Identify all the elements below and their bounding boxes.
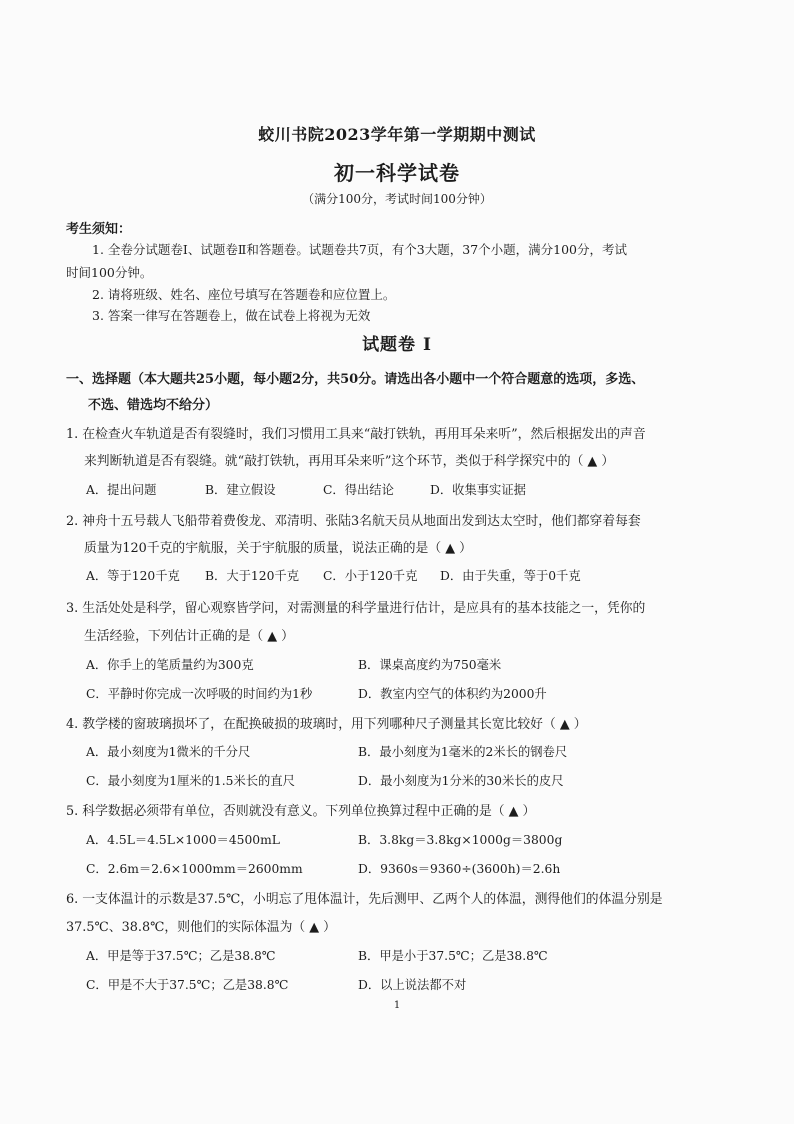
option: D．教室内空气的体积约为2000升 [358,687,547,701]
option: A．甲是等于37.5℃；乙是38.8℃ [86,949,276,963]
option: A．你手上的笔质量约为300克 [86,658,254,672]
question-text: 4. 教学楼的窗玻璃损坏了，在配换破损的玻璃时，用下列哪种尺子测量其长宽比较好（ ▲ ） [66,717,587,732]
question-text: 6. 一支体温计的示数是37.5℃，小明忘了甩体温计，先后测甲、乙两个人的体温，测得他们的体温分别是 [66,892,663,907]
option: B．建立假设 [205,483,276,497]
question-text: 5. 科学数据必须带有单位，否则就没有意义。下列单位换算过程中正确的是（ ▲ ） [66,804,536,819]
option: B．3.8kg＝3.8kg×1000g＝3800g [358,833,563,847]
page-number: 1 [393,1000,401,1011]
option: C．最小刻度为1厘米的1.5米长的直尺 [86,774,295,788]
section-title: 试题卷 Ⅰ [362,335,432,355]
option: C．2.6m＝2.6×1000mm＝2600mm [86,862,303,876]
question-text: 生活经验，下列估计正确的是（ ▲ ） [84,629,294,644]
option: C．小于120千克 [323,569,418,583]
option: A．等于120千克 [86,569,180,583]
option: A．提出问题 [86,483,157,497]
option: D．由于失重，等于0千克 [440,569,581,583]
question-text: 1. 在检查火车轨道是否有裂缝时，我们习惯用工具来“敲打铁轨，再用耳朵来听”，然后根据发出的声音 [66,427,646,442]
question-text: 37.5℃、38.8℃，则他们的实际体温为（ ▲ ） [66,920,336,935]
option: C．平静时你完成一次呼吸的时间约为1秒 [86,687,313,701]
option: C．得出结论 [323,483,394,497]
option: D．以上说法都不对 [358,978,467,992]
option: A．最小刻度为1微米的千分尺 [86,745,251,759]
note-line: 时间100分钟。 [66,265,153,280]
exam-subject: 初一科学试卷 [334,161,460,185]
note-line: 2. 请将班级、姓名、座位号填写在答题卷和应位置上。 [92,287,396,302]
section-heading: 不选、错选均不给分） [88,398,219,413]
question-text: 来判断轨道是否有裂缝。就“敲打铁轨，再用耳朵来听”这个环节，类似于科学探究中的（ ▲ ） [84,454,615,469]
option: D．9360s＝9360÷(3600h)＝2.6h [358,862,561,876]
notes-heading: 考生须知： [66,222,132,237]
section-heading: 一、选择题（本大题共25小题，每小题2分，共50分。请选出各小题中一个符合题意的选项，多选、 [66,372,645,387]
note-line: 3. 答案一律写在答题卷上，做在试卷上将视为无效 [92,308,371,323]
question-text: 3. 生活处处是科学，留心观察皆学问，对需测量的科学量进行估计，是应具有的基本技能之一，凭你的 [66,601,646,616]
option: D．最小刻度为1分米的30米长的皮尺 [358,774,564,788]
option: B．课桌高度约为750毫米 [358,658,502,672]
question-text: 质量为120千克的宇航服，关于宇航服的质量，说法正确的是（ ▲ ） [84,541,472,556]
option: B．甲是小于37.5℃；乙是38.8℃ [358,949,548,963]
note-line: 1. 全卷分试题卷Ⅰ、试题卷Ⅱ和答题卷。试题卷共7页，有个3大题，37个小题，满分100分，考试 [92,242,628,257]
option: B．最小刻度为1毫米的2米长的钢卷尺 [358,745,568,759]
exam-title: 蛟川书院2023学年第一学期期中测试 [258,125,536,144]
option: A．4.5L＝4.5L×1000＝4500mL [86,833,280,847]
question-text: 2. 神舟十五号载人飞船带着费俊龙、邓清明、张陆3名航天员从地面出发到达太空时，他们都穿着每套 [66,514,641,529]
option: C．甲是不大于37.5℃；乙是38.8℃ [86,978,289,992]
option: D．收集事实证据 [430,483,526,497]
option: B．大于120千克 [205,569,299,583]
exam-subtitle: （满分100分，考试时间100分钟） [302,192,492,206]
